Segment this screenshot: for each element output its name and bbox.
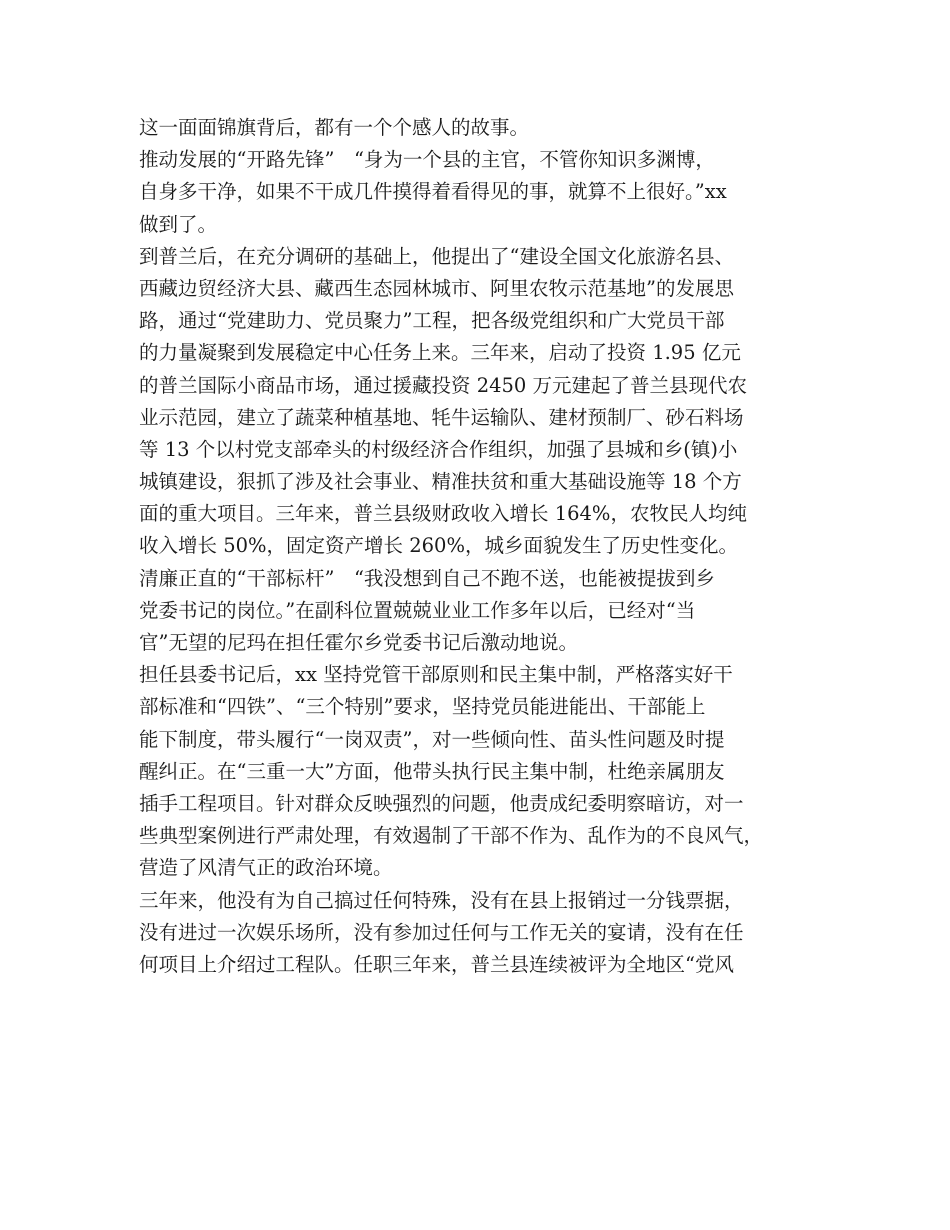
text-line: 的普兰国际小商品市场，通过援藏投资 2450 万元建起了普兰县现代农 [139,373,748,397]
text-line: 到普兰后，在充分调研的基础上，他提出了“建设全国文化旅游名县、 [139,244,734,268]
text-line: 部标准和“四铁”、“三个特别”要求，坚持党员能进能出、干部能上 [139,695,706,719]
text-line: 等 13 个以村党支部牵头的村级经济合作组织，加强了县城和乡(镇)小 [139,437,738,461]
text-line: 三年来，他没有为自己搞过任何特殊，没有在县上报销过一分钱票据， [139,888,744,912]
text-line: 做到了。 [139,212,218,236]
text-line: 自身多干净，如果不干成几件摸得着看得见的事，就算不上很好。”xx [139,180,727,204]
text-line: 推动发展的“开路先锋” “身为一个县的主官，不管你知识多渊博， [139,148,715,172]
text-line: 收入增长 50%，固定资产增长 260%，城乡面貌发生了历史性变化。 [139,534,738,558]
text-line: 插手工程项目。针对群众反映强烈的问题，他责成纪委明察暗访，对一 [139,791,744,815]
document-body [139,112,819,981]
text-line: 业示范园，建立了蔬菜种植基地、牦牛运输队、建材预制厂、砂石料场 [139,405,744,429]
text-line: 西藏边贸经济大县、藏西生态园林城市、阿里农牧示范基地”的发展思 [139,276,734,300]
text-line: 担任县委书记后，xx 坚持党管干部原则和民主集中制，严格落实好干 [139,663,733,687]
text-line: 些典型案例进行严肃处理，有效遏制了干部不作为、乱作为的不良风气， [139,824,764,848]
text-line: 路，通过“党建助力、党员聚力”工程，把各级党组织和广大党员干部 [139,309,725,333]
text-line: 党委书记的岗位。”在副科位置兢兢业业工作多年以后，已经对“当 [139,598,696,622]
text-line: 官”无望的尼玛在担任霍尔乡党委书记后激动地说。 [139,631,578,654]
text-line: 能下制度，带头履行“一岗双责”，对一些倾向性、苗头性问题及时提 [139,727,725,751]
text-line: 清廉正直的“干部标杆” “我没想到自己不跑不送，也能被提拔到乡 [139,566,715,590]
text-line: 没有进过一次娱乐场所，没有参加过任何与工作无关的宴请，没有在任 [139,920,744,944]
text-line: 何项目上介绍过工程队。任职三年来，普兰县连续被评为全地区“党风 [139,952,734,976]
text-line: 营造了风清气正的政治环境。 [139,856,393,880]
text-line: 面的重大项目。三年来，普兰县级财政收入增长 164%，农牧民人均纯 [139,502,747,526]
text-line: 的力量凝聚到发展稳定中心任务上来。三年来，启动了投资 1.95 亿元 [139,341,741,365]
text-line: 这一面面锦旗背后，都有一个个感人的故事。 [139,116,530,139]
text-line: 醒纠正。在“三重一大”方面，他带头执行民主集中制，杜绝亲属朋友 [139,759,725,783]
text-line: 城镇建设，狠抓了涉及社会事业、精准扶贫和重大基础设施等 18 个方 [139,470,742,494]
